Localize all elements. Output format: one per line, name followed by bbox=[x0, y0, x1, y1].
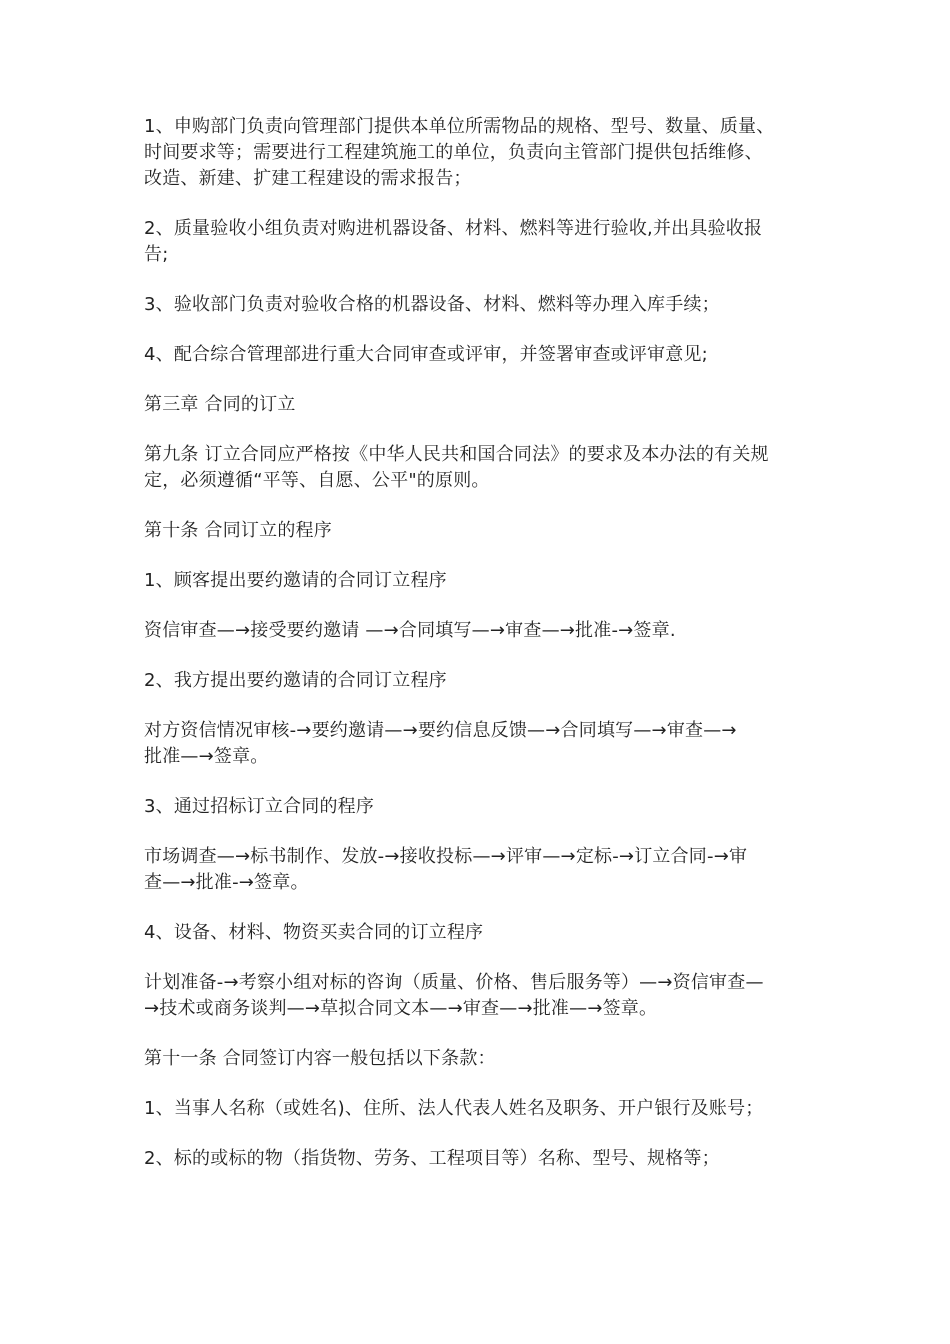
paragraph-line: 批准—→签章。 bbox=[144, 746, 269, 767]
paragraph-line: 1、当事人名称（或姓名)、住所、法人代表人姓名及职务、开户银行及账号； bbox=[144, 1098, 764, 1119]
paragraph-line: 第十条 合同订立的程序 bbox=[144, 520, 332, 541]
paragraph-line: 3、通过招标订立合同的程序 bbox=[144, 796, 375, 817]
paragraph-line: 定，必须遵循“平等、自愿、公平"的原则。 bbox=[144, 470, 490, 491]
paragraph-line: 4、配合综合管理部进行重大合同审查或评审，并签署审查或评审意见; bbox=[144, 344, 708, 365]
paragraph-line: 1、申购部门负责向管理部门提供本单位所需物品的规格、型号、数量、质量、 bbox=[144, 116, 775, 137]
paragraph-line: 对方资信情况审核-→要约邀请—→要约信息反馈—→合同填写—→审查—→ bbox=[144, 720, 737, 741]
paragraph-line: 时间要求等；需要进行工程建筑施工的单位，负责向主管部门提供包括维修、 bbox=[144, 142, 763, 163]
procedure-1-title bbox=[144, 568, 812, 594]
paragraph-1 bbox=[144, 114, 812, 192]
paragraph-line: 改造、新建、扩建工程建设的需求报告； bbox=[144, 168, 472, 189]
article-11-item-1 bbox=[144, 1096, 812, 1122]
paragraph-line: 2、质量验收小组负责对购进机器设备、材料、燃料等进行验收,并出具验收报 bbox=[144, 218, 763, 239]
procedure-3-steps bbox=[144, 844, 812, 896]
paragraph-line: 第三章 合同的订立 bbox=[144, 394, 296, 415]
chapter-heading bbox=[144, 392, 812, 418]
paragraph-line: →技术或商务谈判—→草拟合同文本—→审查—→批准—→签章。 bbox=[144, 998, 658, 1019]
paragraph-line: 计划准备-→考察小组对标的咨询（质量、价格、售后服务等）—→资信审查— bbox=[144, 972, 764, 993]
document-body bbox=[144, 114, 812, 1196]
paragraph-line: 2、我方提出要约邀请的合同订立程序 bbox=[144, 670, 447, 691]
procedure-2-title bbox=[144, 668, 812, 694]
paragraph-line: 资信审查—→接受要约邀请 —→合同填写—→审查—→批准-→签章. bbox=[144, 620, 676, 641]
paragraph-line: 第九条 订立合同应严格按《中华人民共和国合同法》的要求及本办法的有关规 bbox=[144, 444, 769, 465]
paragraph-line: 查—→批准-→签章。 bbox=[144, 872, 309, 893]
article-11-item-2 bbox=[144, 1146, 812, 1172]
paragraph-line: 3、验收部门负责对验收合格的机器设备、材料、燃料等办理入库手续； bbox=[144, 294, 720, 315]
procedure-1-steps bbox=[144, 618, 812, 644]
paragraph-line: 第十一条 合同签订内容一般包括以下条款： bbox=[144, 1048, 496, 1069]
procedure-2-steps bbox=[144, 718, 812, 770]
procedure-3-title bbox=[144, 794, 812, 820]
article-9 bbox=[144, 442, 812, 494]
paragraph-line: 告; bbox=[144, 244, 169, 265]
paragraph-4 bbox=[144, 342, 812, 368]
paragraph-line: 市场调查—→标书制作、发放-→接收投标—→评审—→定标-→订立合同-→审 bbox=[144, 846, 748, 867]
article-10-heading bbox=[144, 518, 812, 544]
paragraph-line: 2、标的或标的物（指货物、劳务、工程项目等）名称、型号、规格等； bbox=[144, 1148, 720, 1169]
paragraph-line: 4、设备、材料、物资买卖合同的订立程序 bbox=[144, 922, 484, 943]
paragraph-line: 1、顾客提出要约邀请的合同订立程序 bbox=[144, 570, 447, 591]
paragraph-2 bbox=[144, 216, 812, 268]
procedure-4-steps bbox=[144, 970, 812, 1022]
procedure-4-title bbox=[144, 920, 812, 946]
article-11-heading bbox=[144, 1046, 812, 1072]
paragraph-3 bbox=[144, 292, 812, 318]
